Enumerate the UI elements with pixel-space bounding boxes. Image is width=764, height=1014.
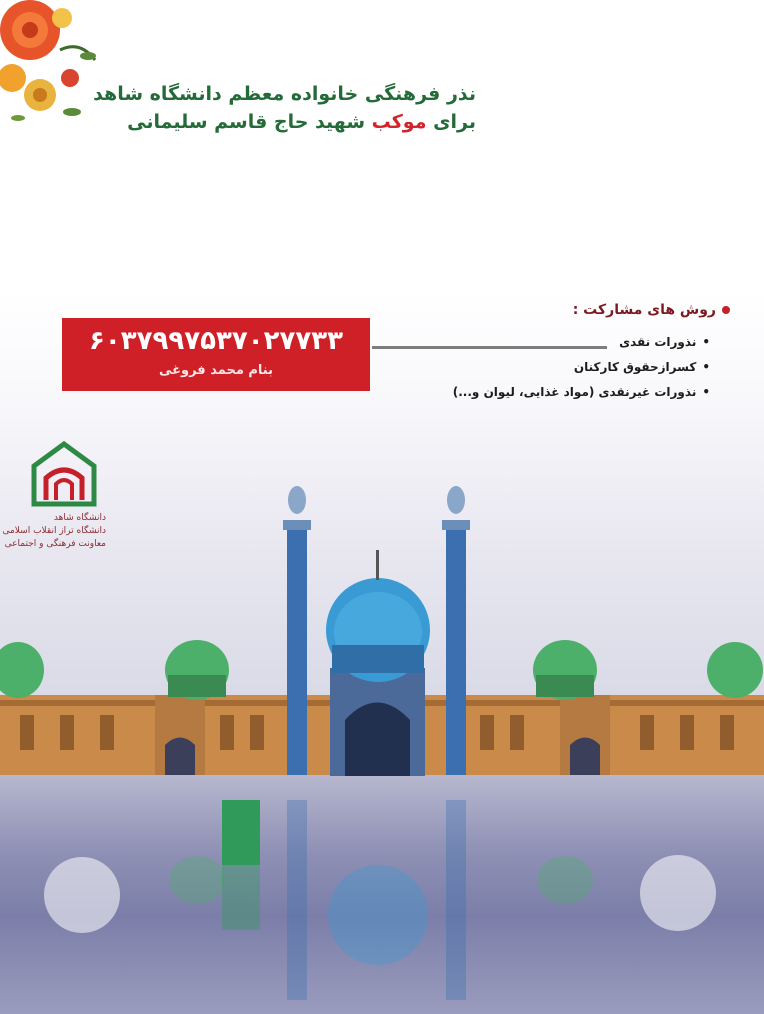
headline-line-2 [96, 108, 476, 136]
bullet-dot-icon [722, 306, 730, 314]
participation-title: روش های مشارکت : [572, 302, 716, 318]
divider-line [372, 346, 607, 349]
list-item: •نذورات غیرنقدی (مواد غذایی، لیوان و...) [452, 385, 710, 399]
account-box [62, 318, 370, 391]
headline-prefix: برای [433, 111, 476, 133]
logo-caption-3: معاونت فرهنگی و اجتماعی [4, 539, 106, 549]
bullet-icon: • [702, 360, 710, 374]
account-number[interactable]: ۶۰۳۷۹۹۷۵۳۷۰۲۷۷۳۳ [89, 326, 343, 356]
bullet-icon: • [702, 335, 710, 349]
flower-decoration [0, 0, 110, 140]
headline-line-1: نذر فرهنگی خانواده معظم دانشگاه شاهد [93, 83, 476, 105]
participation-methods [452, 300, 730, 405]
account-holder: بنام محمد فروغی [158, 363, 273, 378]
headline-suffix: شهید حاج قاسم سلیمانی [127, 111, 366, 133]
mosque-illustration [0, 470, 764, 1014]
logo-caption-2: دانشگاه تراز انقلاب اسلامی [2, 526, 106, 536]
headline [93, 80, 476, 136]
headline-highlight: موکب [371, 111, 427, 133]
logo-caption-1: دانشگاه شاهد [53, 513, 106, 523]
bullet-icon: • [702, 385, 710, 399]
participation-list [452, 330, 730, 405]
list-item: •نذورات نقدی [619, 335, 710, 349]
list-item: •کسرازحقوق کارکنان [573, 360, 710, 374]
